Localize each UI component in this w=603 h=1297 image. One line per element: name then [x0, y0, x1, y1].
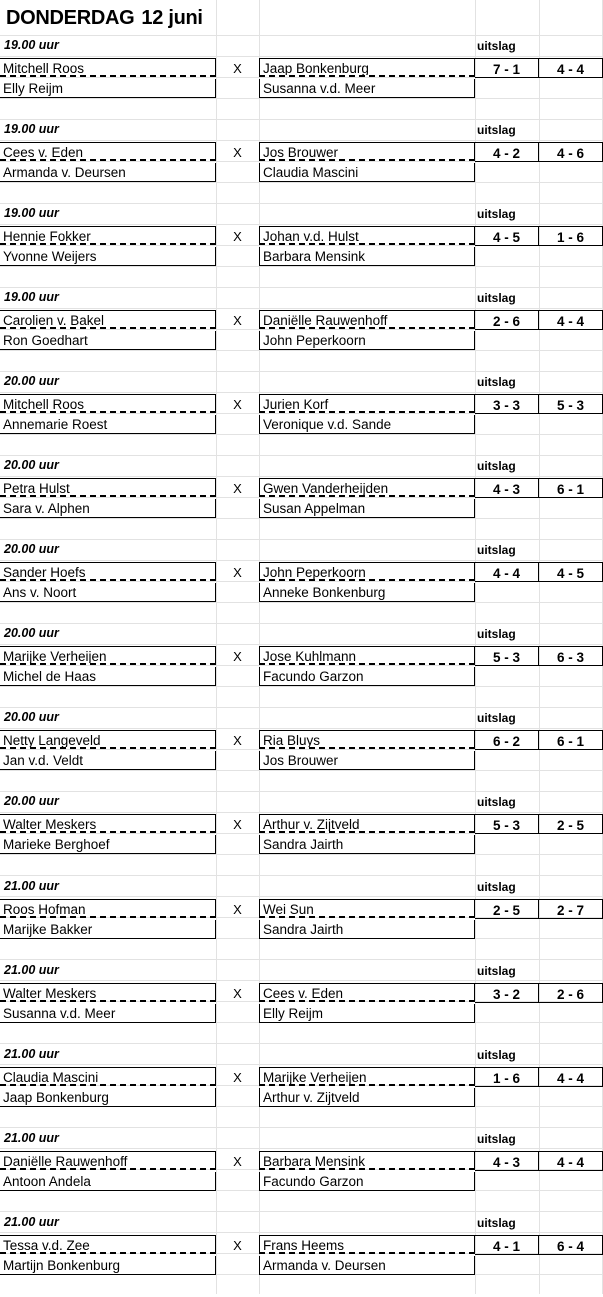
date-title: 12 juni	[141, 7, 203, 29]
home-player-2-cell[interactable]: Ans v. Noort	[0, 583, 216, 602]
home-player-1-cell[interactable]: Sander Hoefs	[0, 562, 216, 581]
away-player-2-cell[interactable]: Anneke Bonkenburg	[259, 583, 475, 602]
home-player-2-cell[interactable]: Yvonne Weijers	[0, 247, 216, 266]
weekday-title: DONDERDAG	[6, 7, 135, 29]
result-label: uitslag	[477, 375, 516, 390]
versus-label: X	[233, 733, 242, 749]
score-set-2-cell[interactable]: 4 - 4	[539, 1067, 603, 1087]
away-player-1-cell[interactable]: Ria Bluys	[259, 730, 475, 749]
away-player-2-cell[interactable]: Arthur v. Zijtveld	[259, 1088, 475, 1107]
away-player-1-cell[interactable]: Jurien Korf	[259, 394, 475, 413]
result-label: uitslag	[477, 39, 516, 53]
score-set-1-cell[interactable]: 4 - 3	[475, 1151, 539, 1171]
match-block	[0, 372, 603, 456]
home-player-1-cell[interactable]: Claudia Mascini	[0, 1067, 216, 1086]
home-player-1-cell[interactable]: Walter Meskers	[0, 814, 216, 833]
away-player-2-cell[interactable]: Armanda v. Deursen	[259, 1256, 475, 1275]
home-player-1-cell[interactable]: Daniëlle Rauwenhoff	[0, 1151, 216, 1170]
score-set-2-cell[interactable]: 1 - 6	[539, 226, 603, 246]
away-player-1-cell[interactable]: Frans Heems	[259, 1235, 475, 1254]
away-player-1-cell[interactable]: Johan v.d. Hulst	[259, 226, 475, 245]
home-player-1-cell[interactable]: Roos Hofman	[0, 899, 216, 918]
match-time: 21.00 uur	[4, 1214, 59, 1229]
result-label: uitslag	[477, 627, 516, 642]
score-set-1-cell[interactable]: 3 - 2	[475, 983, 539, 1003]
score-set-2-cell[interactable]: 4 - 4	[539, 1151, 603, 1171]
away-player-1-cell[interactable]: Daniëlle Rauwenhoff	[259, 310, 475, 329]
match-time: 21.00 uur	[4, 962, 59, 977]
home-player-1-cell[interactable]: Hennie Fokker	[0, 226, 216, 245]
score-set-1-cell[interactable]: 6 - 2	[475, 730, 539, 750]
away-player-2-cell[interactable]: Sandra Jairth	[259, 920, 475, 939]
away-player-1-cell[interactable]: Gwen Vanderheijden	[259, 478, 475, 497]
versus-label: X	[233, 397, 242, 413]
result-label: uitslag	[477, 1047, 516, 1062]
score-set-2-cell[interactable]: 6 - 1	[539, 478, 603, 498]
score-set-1-cell[interactable]: 4 - 2	[475, 142, 539, 162]
home-player-1-cell[interactable]: Carolien v. Bakel	[0, 310, 216, 329]
result-label: uitslag	[477, 795, 516, 810]
away-player-2-cell[interactable]: Susanna v.d. Meer	[259, 79, 475, 98]
versus-label: X	[233, 145, 242, 161]
versus-label: X	[233, 229, 242, 245]
versus-label: X	[233, 817, 242, 833]
versus-label: X	[233, 61, 242, 76]
away-player-2-cell[interactable]: John Peperkoorn	[259, 331, 475, 350]
score-set-1-cell[interactable]: 2 - 5	[475, 899, 539, 919]
match-time: 21.00 uur	[4, 1130, 59, 1145]
away-player-1-cell[interactable]: Arthur v. Zijtveld	[259, 814, 475, 833]
result-label: uitslag	[477, 291, 516, 306]
score-set-2-cell[interactable]: 5 - 3	[539, 394, 603, 414]
result-label: uitslag	[477, 123, 516, 138]
versus-label: X	[233, 313, 242, 329]
match-block	[0, 120, 603, 204]
versus-label: X	[233, 649, 242, 665]
away-player-2-cell[interactable]: Sandra Jairth	[259, 835, 475, 854]
away-player-1-cell[interactable]: Marijke Verheijen	[259, 1067, 475, 1086]
home-player-1-cell[interactable]: Marijke Verheijen	[0, 646, 216, 665]
away-player-2-cell[interactable]: Elly Reijm	[259, 1004, 475, 1023]
score-set-2-cell[interactable]: 4 - 4	[539, 310, 603, 330]
home-player-1-cell[interactable]: Tessa v.d. Zee	[0, 1235, 216, 1254]
versus-label: X	[233, 901, 242, 917]
match-time: 20.00 uur	[4, 458, 59, 473]
match-block	[0, 877, 603, 961]
score-set-2-cell[interactable]: 2 - 5	[539, 814, 603, 834]
versus-label: X	[233, 1069, 242, 1085]
home-player-1-cell[interactable]: Walter Meskers	[0, 983, 216, 1002]
result-label: uitslag	[477, 711, 516, 726]
score-set-1-cell[interactable]: 4 - 1	[475, 1235, 539, 1255]
away-player-1-cell[interactable]: Jos Brouwer	[259, 142, 475, 161]
away-player-2-cell[interactable]: Barbara Mensink	[259, 247, 475, 266]
score-set-1-cell[interactable]: 7 - 1	[475, 58, 539, 78]
match-time: 20.00 uur	[4, 794, 59, 809]
score-set-2-cell[interactable]: 4 - 4	[539, 58, 603, 78]
home-player-2-cell[interactable]: Martijn Bonkenburg	[0, 1256, 216, 1275]
score-set-1-cell[interactable]: 4 - 4	[475, 562, 539, 582]
result-label: uitslag	[477, 459, 516, 474]
score-set-2-cell[interactable]: 6 - 4	[539, 1235, 603, 1255]
away-player-1-cell[interactable]: Barbara Mensink	[259, 1151, 475, 1170]
away-player-2-cell[interactable]: Jos Brouwer	[259, 751, 475, 770]
home-player-2-cell[interactable]: Armanda v. Deursen	[0, 163, 216, 182]
match-block	[0, 961, 603, 1045]
match-time: 20.00 uur	[4, 374, 59, 389]
home-player-2-cell[interactable]: Marijke Bakker	[0, 920, 216, 939]
away-player-2-cell[interactable]: Facundo Garzon	[259, 667, 475, 686]
home-player-2-cell[interactable]: Antoon Andela	[0, 1172, 216, 1191]
match-block	[0, 540, 603, 624]
match-time: 19.00 uur	[4, 206, 59, 221]
match-time: 20.00 uur	[4, 626, 59, 641]
home-player-2-cell[interactable]: Sara v. Alphen	[0, 499, 216, 518]
match-block	[0, 36, 603, 120]
home-player-2-cell[interactable]: Marieke Berghoef	[0, 835, 216, 854]
score-set-2-cell[interactable]: 2 - 6	[539, 983, 603, 1003]
page-title	[6, 5, 203, 31]
versus-label: X	[233, 481, 242, 497]
match-time: 19.00 uur	[4, 122, 59, 137]
match-time: 20.00 uur	[4, 542, 59, 557]
home-player-2-cell[interactable]: Michel de Haas	[0, 667, 216, 686]
score-set-2-cell[interactable]: 6 - 3	[539, 646, 603, 666]
score-set-1-cell[interactable]: 3 - 3	[475, 394, 539, 414]
result-label: uitslag	[477, 207, 516, 222]
home-player-1-cell[interactable]: Cees v. Eden	[0, 142, 216, 161]
home-player-2-cell[interactable]: Susanna v.d. Meer	[0, 1004, 216, 1023]
away-player-1-cell[interactable]: Jose Kuhlmann	[259, 646, 475, 665]
away-player-1-cell[interactable]: Jaap Bonkenburg	[259, 58, 475, 77]
score-set-1-cell[interactable]: 1 - 6	[475, 1067, 539, 1087]
score-set-2-cell[interactable]: 4 - 6	[539, 142, 603, 162]
away-player-2-cell[interactable]: Facundo Garzon	[259, 1172, 475, 1191]
away-player-2-cell[interactable]: Susan Appelman	[259, 499, 475, 518]
score-set-1-cell[interactable]: 5 - 3	[475, 646, 539, 666]
match-time: 19.00 uur	[4, 290, 59, 305]
match-block	[0, 204, 603, 288]
score-set-1-cell[interactable]: 4 - 5	[475, 226, 539, 246]
away-player-1-cell[interactable]: John Peperkoorn	[259, 562, 475, 581]
away-player-2-cell[interactable]: Claudia Mascini	[259, 163, 475, 182]
home-player-2-cell[interactable]: Annemarie Roest	[0, 415, 216, 434]
match-block	[0, 708, 603, 792]
score-set-1-cell[interactable]: 5 - 3	[475, 814, 539, 834]
result-label: uitslag	[477, 963, 516, 978]
home-player-1-cell[interactable]: Netty Langeveld	[0, 730, 216, 749]
match-time: 21.00 uur	[4, 1046, 59, 1061]
score-set-2-cell[interactable]: 6 - 1	[539, 730, 603, 750]
match-time: 19.00 uur	[4, 38, 59, 52]
away-player-1-cell[interactable]: Wei Sun	[259, 899, 475, 918]
match-block	[0, 288, 603, 372]
home-player-1-cell[interactable]: Petra Hulst	[0, 478, 216, 497]
home-player-1-cell[interactable]: Mitchell Roos	[0, 58, 216, 77]
match-block	[0, 1213, 603, 1297]
versus-label: X	[233, 1153, 242, 1169]
score-set-1-cell[interactable]: 2 - 6	[475, 310, 539, 330]
versus-label: X	[233, 565, 242, 581]
match-time: 20.00 uur	[4, 710, 59, 725]
home-player-1-cell[interactable]: Mitchell Roos	[0, 394, 216, 413]
score-set-2-cell[interactable]: 2 - 7	[539, 899, 603, 919]
result-label: uitslag	[477, 1131, 516, 1146]
score-set-2-cell[interactable]: 4 - 5	[539, 562, 603, 582]
match-block	[0, 792, 603, 876]
home-player-2-cell[interactable]: Jaap Bonkenburg	[0, 1088, 216, 1107]
match-block	[0, 456, 603, 540]
versus-label: X	[233, 1237, 242, 1253]
match-block	[0, 1045, 603, 1129]
result-label: uitslag	[477, 879, 516, 894]
away-player-1-cell[interactable]: Cees v. Eden	[259, 983, 475, 1002]
result-label: uitslag	[477, 1215, 516, 1230]
match-block	[0, 1129, 603, 1213]
away-player-2-cell[interactable]: Veronique v.d. Sande	[259, 415, 475, 434]
result-label: uitslag	[477, 543, 516, 558]
versus-label: X	[233, 985, 242, 1001]
home-player-2-cell[interactable]: Elly Reijm	[0, 79, 216, 98]
match-block	[0, 624, 603, 708]
score-set-1-cell[interactable]: 4 - 3	[475, 478, 539, 498]
home-player-2-cell[interactable]: Ron Goedhart	[0, 331, 216, 350]
home-player-2-cell[interactable]: Jan v.d. Veldt	[0, 751, 216, 770]
match-time: 21.00 uur	[4, 878, 59, 893]
